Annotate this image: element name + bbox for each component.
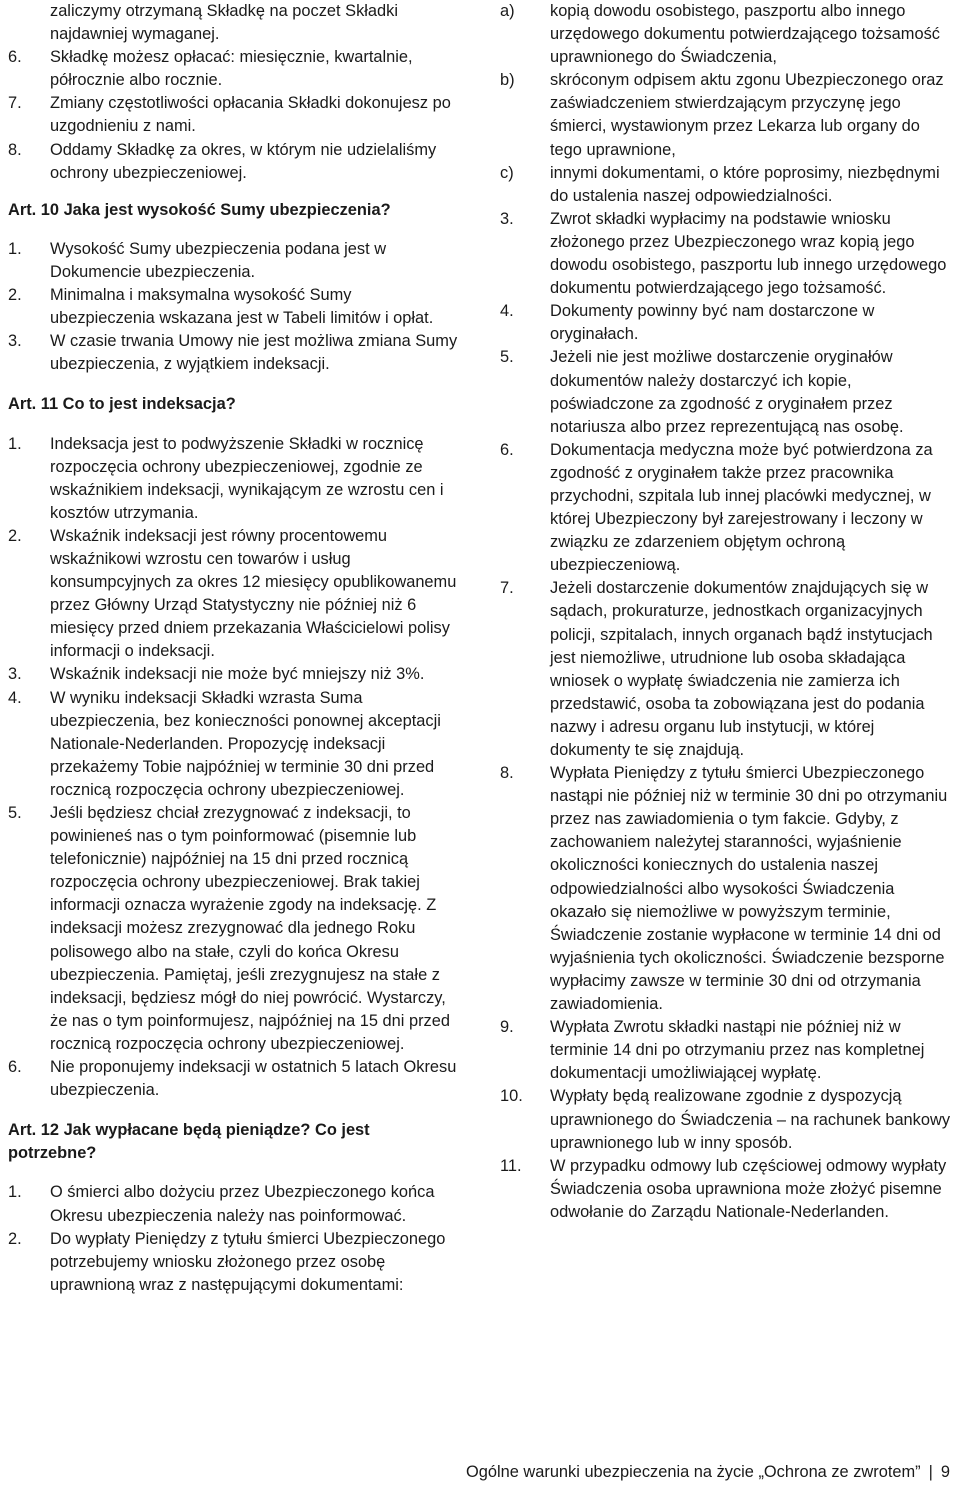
list-item bbox=[500, 439, 952, 578]
intro-line: najdawniej wymaganej. bbox=[50, 25, 220, 44]
item-number: 4. bbox=[500, 302, 514, 321]
item-text: Wypłaty będą realizowane zgodnie z dyspozycją uprawnionego do Świadczenia – na rachunek bankowy uprawnionego lub w inny sposób. bbox=[550, 1087, 951, 1152]
item-text: W przypadku odmowy lub częściowej odmowy wypłaty Świadczenia osoba uprawniona może złożyć pisemne odwołanie do Zarządu Nationale-Nederlanden. bbox=[550, 1156, 947, 1221]
list-item bbox=[500, 577, 952, 762]
item-number: 2. bbox=[8, 1229, 22, 1248]
item-letter: c) bbox=[500, 163, 514, 182]
item-text: Wskaźnik indeksacji jest równy procentowemu wskaźnikowi wzrostu cen towarów i usług konsumpcyjnych za okres 12 miesięcy opublikowanemu przez Główny Urząd Statystyczny nie później niż 6 miesięcy przed dniem przekazania Właścicielowi polisy informacji o indeksacji. bbox=[50, 526, 457, 661]
item-letter: a) bbox=[500, 2, 515, 20]
list-item bbox=[500, 762, 952, 1016]
list-item bbox=[8, 1056, 460, 1102]
sub-list-item bbox=[500, 69, 952, 161]
item-number: 6. bbox=[8, 48, 22, 67]
item-text: Wysokość Sumy ubezpieczenia podana jest w Dokumencie ubezpieczenia. bbox=[50, 239, 387, 281]
item-number: 2. bbox=[8, 286, 22, 305]
item-number: 6. bbox=[8, 1058, 22, 1077]
article-11-heading: Art. 11 Co to jest indeksacja? bbox=[8, 395, 236, 414]
item-text: Indeksacja jest to podwyższenie Składki w rocznicę rozpoczęcia ochrony ubezpieczeniowej, zgodnie ze wskaźnikiem indeksacji, wynikającym ze wzrostu cen i kosztów utrzymania. bbox=[50, 434, 444, 522]
item-text: Zmiany częstotliwości opłacania Składki dokonujesz po uzgodnieniu z nami. bbox=[50, 94, 451, 136]
item-text: Zwrot składki wypłacimy na podstawie wniosku złożonego przez Ubezpieczonego wraz kopią jego dowodu osobistego, paszportu lub innego urzędowego dokumentu potwierdzającego jego tożsamość. bbox=[550, 209, 947, 298]
list-item bbox=[500, 300, 952, 346]
item-text: W czasie trwania Umowy nie jest możliwa zmiana Sumy ubezpieczenia, z wyjątkiem indeksacji. bbox=[50, 332, 458, 374]
list-item bbox=[8, 1228, 460, 1297]
item-number: 2. bbox=[8, 526, 22, 545]
item-number: 10. bbox=[500, 1087, 523, 1106]
item-text: Jeżeli nie jest możliwe dostarczenie oryginałów dokumentów należy dostarczyć ich kopie, poświadczone za zgodność z oryginałem przez notariusza albo przez reprezentującą nas osobę. bbox=[550, 348, 904, 436]
item-text: Minimalna i maksymalna wysokość Sumy ubezpieczenia wskazana jest w Tabeli limitów i opłat. bbox=[50, 286, 434, 328]
item-text: Dokumentacja medyczna może być potwierdzona za zgodność z oryginałem także przez pracownika przychodni, szpitala lub innej placówki medycznej, w której Ubezpieczony był zarejestrowany i leczony w związku ze zdarzeniem objętym ochroną ubezpieczeniową. bbox=[550, 440, 933, 575]
item-text: Jeśli będziesz chciał zrezygnować z indeksacji, to powinieneś nas o tym poinformować (pisemnie lub telefonicznie) najpóźniej na 15 dni przed rocznicą rozpoczęcia ochrony ubezpieczeniowej. Brak takiej informacji oznacza wyrażenie zgody na indeksację. Z indeksacji możesz zrezygnować dla jednego Roku polisowego albo na stałe, czyli do końca Okresu ubezpieczenia. Pamiętaj, jeśli zrezygnujesz na stałe z indeksacji, będziesz mógł do niej powrócić. Wystarczy, że nas o tym poinformujesz, najpóźniej na 15 dni przed rocznicą rozpoczęcia ochrony ubezpieczeniowej. bbox=[50, 804, 450, 1053]
list-item bbox=[8, 330, 460, 376]
list-item bbox=[8, 663, 460, 686]
article-12-heading: Art. 12 Jak wypłacane będą pieniądze? Co jest potrzebne? bbox=[8, 1121, 370, 1163]
item-number: 3. bbox=[8, 665, 22, 684]
item-letter: b) bbox=[500, 71, 515, 90]
list-item bbox=[8, 238, 460, 284]
list-item bbox=[8, 46, 460, 92]
item-number: 5. bbox=[8, 804, 22, 822]
list-item bbox=[8, 284, 460, 330]
item-number: 4. bbox=[8, 688, 22, 707]
list-item bbox=[8, 139, 460, 185]
item-text: Oddamy Składkę za okres, w którym nie udzielaliśmy ochrony ubezpieczeniowej. bbox=[50, 140, 437, 182]
list-item bbox=[8, 525, 460, 664]
item-number: 1. bbox=[8, 239, 22, 258]
footer-separator: | bbox=[928, 1463, 933, 1481]
sub-list-item bbox=[500, 162, 952, 208]
item-text: Składkę możesz opłacać: miesięcznie, kwartalnie, półrocznie albo rocznie. bbox=[50, 48, 413, 90]
right-column bbox=[500, 0, 952, 1224]
item-number: 6. bbox=[500, 440, 514, 459]
list-item bbox=[500, 1155, 952, 1224]
intro-continuation bbox=[8, 0, 460, 46]
item-number: 3. bbox=[8, 332, 22, 351]
item-text: Jeżeli dostarczenie dokumentów znajdujących się w sądach, prokuraturze, jednostkach organizacyjnych policji, szpitalach, innych organach bądź instytucjach jest niemożliwe, utrudnione lub osoba składająca wniosek o wypłatę świadczenia nie zamierza ich przedstawić, osoba ta zobowiązana jest do podania nazwy i adresu organu lub instytucji, w której dokumenty te się znajdują. bbox=[550, 579, 933, 759]
list-item bbox=[500, 1016, 952, 1085]
item-text: innymi dokumentami, o które poprosimy, niezbędnymi do ustalenia naszej odpowiedzialności. bbox=[550, 163, 940, 205]
item-text: W wyniku indeksacji Składki wzrasta Suma ubezpieczenia, bez konieczności ponownej akceptacji Nationale-Nederlanden. Propozycję indeksacji przekażemy Tobie najpóźniej w terminie 30 dni przed rocznicą rozpoczęcia ochrony ubezpieczeniowej. bbox=[50, 688, 441, 799]
item-number: 8. bbox=[8, 140, 22, 159]
item-text: Nie proponujemy indeksacji w ostatnich 5 latach Okresu ubezpieczenia. bbox=[50, 1058, 457, 1100]
item-text: Dokumenty powinny być nam dostarczone w oryginałach. bbox=[550, 302, 875, 344]
list-item bbox=[500, 1085, 952, 1154]
item-text: skróconym odpisem aktu zgonu Ubezpieczonego oraz zaświadczeniem stwierdzającym przyczynę jego śmierci, wystawionym przez Lekarza lub organy do tego uprawnione, bbox=[550, 71, 944, 159]
item-number: 1. bbox=[8, 434, 22, 453]
page-footer bbox=[466, 1461, 950, 1484]
item-text: Wypłata Zwrotu składki nastąpi nie później niż w terminie 14 dni po otrzymaniu przez nas kompletnej dokumentacji umożliwiającej wypłatę. bbox=[550, 1018, 925, 1083]
item-number: 7. bbox=[8, 94, 22, 113]
article-10-heading: Art. 10 Jaka jest wysokość Sumy ubezpieczenia? bbox=[8, 200, 391, 219]
list-item bbox=[500, 208, 952, 300]
item-text: Do wypłaty Pieniędzy z tytułu śmierci Ubezpieczonego potrzebujemy wniosku złożonego przez osobę uprawnioną wraz z następującymi dokumentami: bbox=[50, 1229, 446, 1294]
page-number: 9 bbox=[940, 1463, 950, 1481]
list-item bbox=[8, 92, 460, 138]
item-text: kopią dowodu osobistego, paszportu albo innego urzędowego dokumentu potwierdzającego tożsamość uprawnionego do Świadczenia, bbox=[550, 2, 940, 67]
item-number: 11. bbox=[500, 1156, 522, 1175]
list-item bbox=[8, 433, 460, 525]
intro-line: zaliczymy otrzymaną Składkę na poczet Składki bbox=[50, 2, 398, 20]
item-number: 5. bbox=[500, 348, 514, 367]
list-item bbox=[8, 687, 460, 802]
list-item bbox=[8, 1181, 460, 1227]
list-item bbox=[500, 346, 952, 438]
list-item bbox=[8, 802, 460, 1056]
item-text: Wypłata Pieniędzy z tytułu śmierci Ubezpieczonego nastąpi nie później niż w terminie 30 dni po otrzymaniu przez nas zawiadomienia o tym fakcie. Gdyby, z zachowaniem należytej staranności, wyjaśnienie okoliczności koniecznych do ustalenia naszej odpowiedzialności albo wysokości Świadczenia okazało się niemożliwe w powyższym terminie, Świadczenie zostanie wypłacone w terminie 14 dni od wyjaśnienia tych okoliczności. Świadczenie bezsporne wypłacimy zawsze w terminie 30 dni od otrzymania zawiadomienia. bbox=[550, 764, 948, 1014]
left-column bbox=[8, 0, 460, 1297]
item-number: 9. bbox=[500, 1018, 514, 1037]
item-number: 8. bbox=[500, 764, 514, 783]
footer-document-title: Ogólne warunki ubezpieczenia na życie „Ochrona ze zwrotem” bbox=[466, 1463, 921, 1481]
item-number: 7. bbox=[500, 579, 514, 598]
item-number: 1. bbox=[8, 1183, 22, 1202]
item-number: 3. bbox=[500, 209, 514, 228]
item-text: O śmierci albo dożyciu przez Ubezpieczonego końca Okresu ubezpieczenia należy nas poinformować. bbox=[50, 1183, 435, 1225]
sub-list-item bbox=[500, 0, 952, 69]
item-text: Wskaźnik indeksacji nie może być mniejszy niż 3%. bbox=[50, 665, 425, 684]
